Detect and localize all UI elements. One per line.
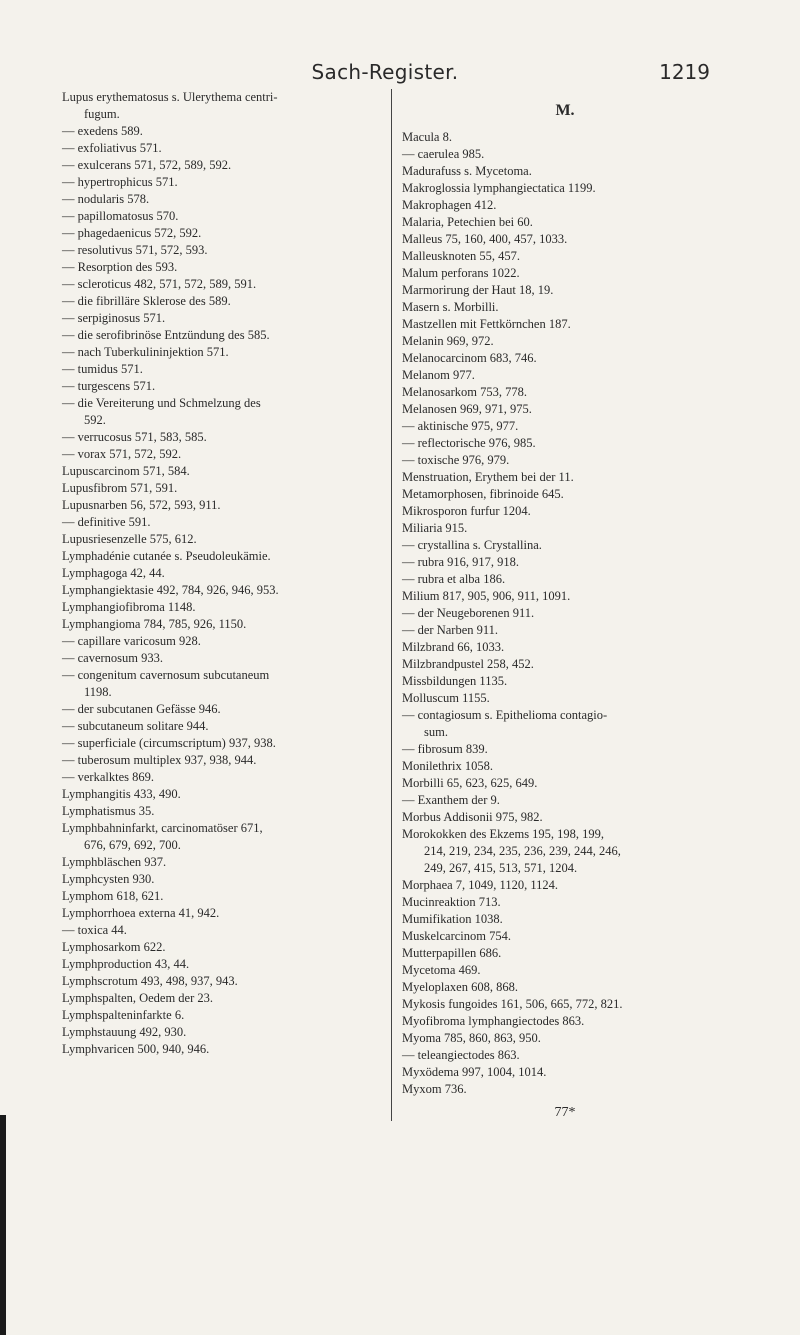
index-entry: — exfoliativus 571. [62, 141, 162, 155]
index-entry: — superficiale (circumscriptum) 937, 938. [62, 736, 276, 750]
index-entry: — die serofibrinöse Entzündung des 585. [62, 328, 270, 342]
index-entry: Mumifikation 1038. [402, 912, 503, 926]
index-entry: Mutterpapillen 686. [402, 946, 502, 960]
index-entry: — contagiosum s. Epithelioma contagio- [402, 708, 608, 722]
index-entry: fugum. [84, 107, 120, 121]
index-entry: Milium 817, 905, 906, 911, 1091. [402, 589, 571, 603]
index-entry: Lymphosarkom 622. [62, 940, 166, 954]
index-entry: — die Vereiterung und Schmelzung des [62, 396, 261, 410]
index-entry: — der subcutanen Gefässe 946. [62, 702, 221, 716]
index-entry: — papillomatosus 570. [62, 209, 179, 223]
index-entry: — caerulea 985. [402, 147, 485, 161]
index-entry: Lymphspalteninfarkte 6. [62, 1008, 185, 1022]
index-entry: Myofibroma lymphangiectodes 863. [402, 1014, 585, 1028]
index-entry: — definitive 591. [62, 515, 151, 529]
index-entry: Malaria, Petechien bei 60. [402, 215, 533, 229]
index-entry: — tumidus 571. [62, 362, 143, 376]
index-entry: Lupusnarben 56, 572, 593, 911. [62, 498, 221, 512]
page-title: Sach-Register. [311, 60, 459, 84]
index-entry: Malleus 75, 160, 400, 457, 1033. [402, 232, 568, 246]
index-entry: — cavernosum 933. [62, 651, 164, 665]
index-entry: Molluscum 1155. [402, 691, 490, 705]
index-entry: — verrucosus 571, 583, 585. [62, 430, 207, 444]
index-entry: — congenitum cavernosum subcutaneum [62, 668, 270, 682]
index-entry: Menstruation, Erythem bei der 11. [402, 470, 574, 484]
index-entry: Missbildungen 1135. [402, 674, 508, 688]
index-entry: — die fibrilläre Sklerose des 589. [62, 294, 231, 308]
index-entry: Lymphbläschen 937. [62, 855, 167, 869]
index-entry: — phagedaenicus 572, 592. [62, 226, 202, 240]
index-entry: Lupuscarcinom 571, 584. [62, 464, 190, 478]
index-entry: Melanin 969, 972. [402, 334, 494, 348]
index-entry: Mikrosporon furfur 1204. [402, 504, 531, 518]
index-entry: Lymphagoga 42, 44. [62, 566, 165, 580]
index-entry: Myeloplaxen 608, 868. [402, 980, 518, 994]
index-entry: Melanocarcinom 683, 746. [402, 351, 537, 365]
index-entry: Melanosarkom 753, 778. [402, 385, 527, 399]
index-entry: — toxica 44. [62, 923, 127, 937]
index-entry: Marmorirung der Haut 18, 19. [402, 283, 554, 297]
index-entry: Morbus Addisonii 975, 982. [402, 810, 543, 824]
section-letter: M. [555, 102, 575, 119]
index-entry: — nodularis 578. [62, 192, 150, 206]
index-entry: Milzbrandpustel 258, 452. [402, 657, 534, 671]
index-entry: — capillare varicosum 928. [62, 634, 201, 648]
index-entry: 1198. [84, 685, 112, 699]
index-entry: Mycetoma 469. [402, 963, 481, 977]
index-entry: 676, 679, 692, 700. [84, 838, 181, 852]
index-entry: Lymphproduction 43, 44. [62, 957, 190, 971]
right-index-entries [402, 129, 728, 1098]
index-entry: Mastzellen mit Fettkörnchen 187. [402, 317, 571, 331]
page-header [60, 60, 710, 90]
index-entry: Lymphbahninfarkt, carcinomatöser 671, [62, 821, 263, 835]
index-entry: sum. [424, 725, 448, 739]
right-index-column [391, 89, 728, 1121]
index-entry: — subcutaneum solitare 944. [62, 719, 209, 733]
index-entry: Malum perforans 1022. [402, 266, 520, 280]
index-entry: Lymphscrotum 493, 498, 937, 943. [62, 974, 238, 988]
page-number: 1219 [659, 60, 710, 84]
index-entry: Lymphangioma 784, 785, 926, 1150. [62, 617, 247, 631]
index-entry: — tuberosum multiplex 937, 938, 944. [62, 753, 257, 767]
index-entry: — turgescens 571. [62, 379, 156, 393]
index-entry: Lymphspalten, Oedem der 23. [62, 991, 214, 1005]
index-entry: Lymphstauung 492, 930. [62, 1025, 187, 1039]
index-entry: — aktinische 975, 977. [402, 419, 519, 433]
index-entry: — serpiginosus 571. [62, 311, 166, 325]
index-entry: Miliaria 915. [402, 521, 468, 535]
index-entry: Lymphorrhoea externa 41, 942. [62, 906, 220, 920]
index-entry: — reflectorische 976, 985. [402, 436, 536, 450]
index-entry: 249, 267, 415, 513, 571, 1204. [424, 861, 578, 875]
index-entry: Malleusknoten 55, 457. [402, 249, 521, 263]
index-entry: Makrophagen 412. [402, 198, 497, 212]
index-entry: Lymphatismus 35. [62, 804, 155, 818]
index-entry: — nach Tuberkulininjektion 571. [62, 345, 229, 359]
index-entry: Madurafuss s. Mycetoma. [402, 164, 532, 178]
index-entry: — Exanthem der 9. [402, 793, 500, 807]
left-index-column [62, 89, 382, 1058]
index-entry: Lupusriesenzelle 575, 612. [62, 532, 197, 546]
scan-edge-bar [0, 1115, 6, 1335]
index-entry: — rubra 916, 917, 918. [402, 555, 519, 569]
index-entry: 592. [84, 413, 106, 427]
index-entry: Mykosis fungoides 161, 506, 665, 772, 821. [402, 997, 623, 1011]
index-entry: Lupus erythematosus s. Ulerythema centri- [62, 90, 278, 104]
index-entry: — rubra et alba 186. [402, 572, 506, 586]
index-entry: Lymphangiofibroma 1148. [62, 600, 196, 614]
index-entry: — verkalktes 869. [62, 770, 154, 784]
index-entry: Myxom 736. [402, 1082, 467, 1096]
index-entry: Lymphvaricen 500, 940, 946. [62, 1042, 210, 1056]
index-entry: Milzbrand 66, 1033. [402, 640, 505, 654]
index-entry: — scleroticus 482, 571, 572, 589, 591. [62, 277, 257, 291]
index-entry: — exulcerans 571, 572, 589, 592. [62, 158, 232, 172]
index-entry: Myxödema 997, 1004, 1014. [402, 1065, 547, 1079]
signature-mark: 77* [554, 1105, 576, 1120]
index-entry: — toxische 976, 979. [402, 453, 510, 467]
index-entry: Metamorphosen, fibrinoide 645. [402, 487, 564, 501]
index-entry: Melanosen 969, 971, 975. [402, 402, 532, 416]
index-entry: — Resorption des 593. [62, 260, 178, 274]
index-entry: Muskelcarcinom 754. [402, 929, 512, 943]
index-entry: Morbilli 65, 623, 625, 649. [402, 776, 538, 790]
index-entry: — fibrosum 839. [402, 742, 488, 756]
index-entry: Lymphcysten 930. [62, 872, 155, 886]
index-entry: Masern s. Morbilli. [402, 300, 499, 314]
index-entry: Lupusfibrom 571, 591. [62, 481, 178, 495]
index-entry: Morphaea 7, 1049, 1120, 1124. [402, 878, 558, 892]
index-entry: Makroglossia lymphangiectatica 1199. [402, 181, 596, 195]
index-entry: — resolutivus 571, 572, 593. [62, 243, 208, 257]
index-entry: Morokokken des Ekzems 195, 198, 199, [402, 827, 605, 841]
index-entry: — crystallina s. Crystallina. [402, 538, 542, 552]
index-entry: Lymphom 618, 621. [62, 889, 164, 903]
index-entry: 214, 219, 234, 235, 236, 239, 244, 246, [424, 844, 621, 858]
index-entry: — vorax 571, 572, 592. [62, 447, 182, 461]
index-entry: — teleangiectodes 863. [402, 1048, 520, 1062]
index-entry: Melanom 977. [402, 368, 475, 382]
index-entry: Mucinreaktion 713. [402, 895, 501, 909]
index-entry: Macula 8. [402, 130, 452, 144]
index-entry: — der Neugeborenen 911. [402, 606, 535, 620]
index-entry: Lymphadénie cutanée s. Pseudoleukämie. [62, 549, 271, 563]
index-entry: Lymphangiektasie 492, 784, 926, 946, 953. [62, 583, 279, 597]
index-entry: — der Narben 911. [402, 623, 499, 637]
index-entry: Lymphangitis 433, 490. [62, 787, 181, 801]
index-entry: Myoma 785, 860, 863, 950. [402, 1031, 541, 1045]
index-entry: — exedens 589. [62, 124, 143, 138]
index-entry: Monilethrix 1058. [402, 759, 493, 773]
index-entry: — hypertrophicus 571. [62, 175, 178, 189]
